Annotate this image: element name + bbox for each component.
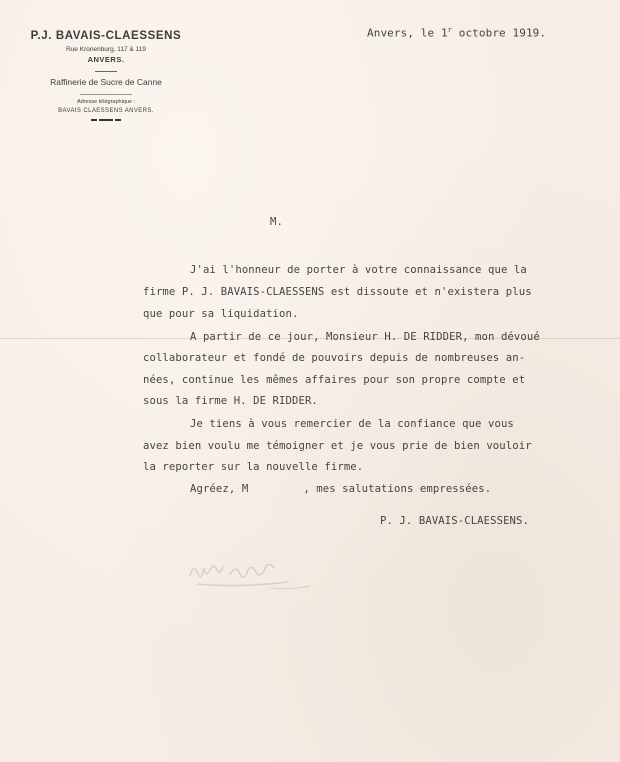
date-prefix: Anvers, le 1 [367, 26, 448, 40]
body-line-2: firme P. J. BAVAIS-CLAESSENS est dissoute et n'existera plus [143, 286, 532, 298]
letter-date [367, 26, 546, 40]
letterhead-rule [95, 71, 117, 72]
faded-signature-stamp [160, 548, 320, 598]
body-line-7: sous la firme H. DE RIDDER. [143, 395, 318, 407]
body-line-8: Je tiens à vous remercier de la confiance que vous [190, 418, 514, 430]
company-trade: Raffinerie de Sucre de Canne [50, 77, 162, 87]
date-superscript: r [447, 26, 452, 34]
body-line-5: collaborateur et fondé de pouvoirs depuis de nombreuses an- [143, 352, 526, 364]
date-suffix: octobre 1919. [452, 26, 547, 40]
closing-start: Agréez, M [190, 483, 249, 495]
body-line-9: avez bien voulu me témoigner et je vous prie de bien vouloir [143, 440, 532, 452]
body-line-10: la reporter sur la nouvelle firme. [143, 461, 364, 473]
body-line-3: que pour sa liquidation. [143, 308, 299, 320]
company-name: P.J. BAVAIS-CLAESSENS [30, 30, 182, 42]
telegraph-label: Adresse télégraphique : [76, 99, 136, 105]
salutation: M. [270, 216, 283, 228]
letterhead-dash [86, 119, 126, 121]
letterhead-rule-2 [80, 94, 132, 95]
closing-line [190, 483, 491, 495]
company-street: Rue Kronenburg, 117 & 119 [66, 46, 146, 53]
body-line-4: A partir de ce jour, Monsieur H. DE RIDDER, mon dévoué [190, 331, 540, 343]
telegraph-address: BAVAIS CLAESSENS ANVERS. [58, 108, 154, 114]
typed-signature: P. J. BAVAIS-CLAESSENS. [380, 515, 529, 527]
company-city: ANVERS. [87, 55, 125, 64]
letterhead [20, 30, 192, 121]
body-line-6: nées, continue les mêmes affaires pour son propre compte et [143, 374, 526, 386]
closing-end: , mes salutations empressées. [303, 483, 492, 495]
body-line-1: J'ai l'honneur de porter à votre connaissance que la [190, 264, 527, 276]
